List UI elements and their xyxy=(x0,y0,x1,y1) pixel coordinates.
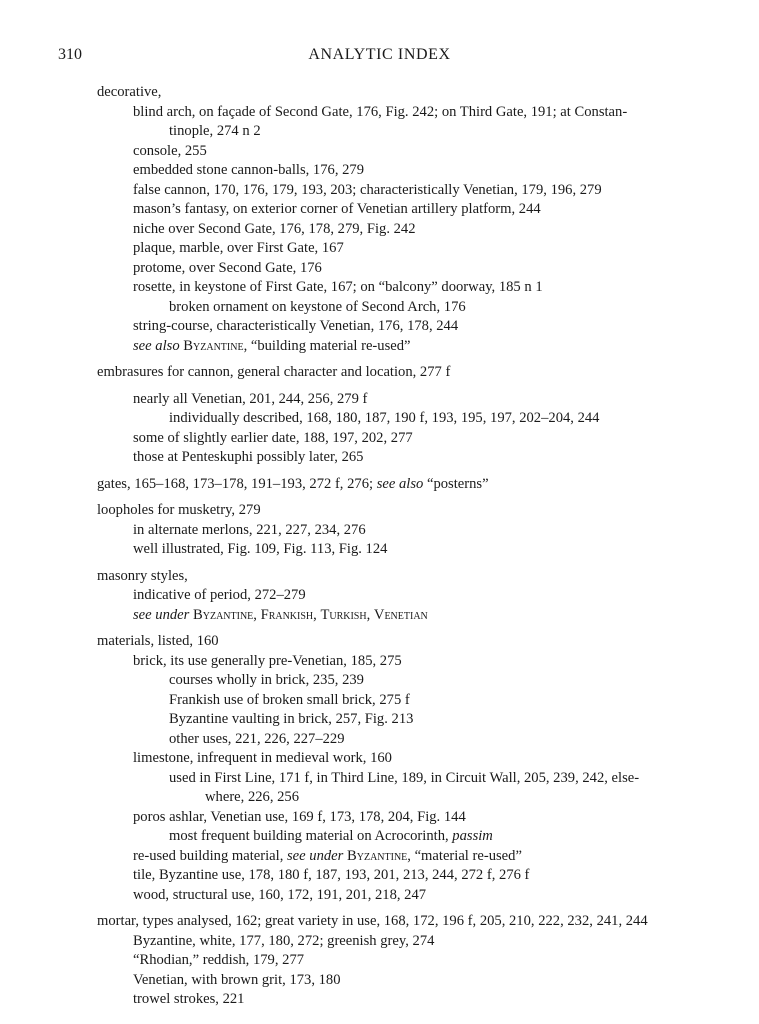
entry-text: tile, Byzantine use, 178, 180 f, 187, 193, 201, 213, 244, 272 f, 276 f xyxy=(133,867,530,883)
index-subentry xyxy=(97,652,702,672)
index-subsubentry xyxy=(97,827,702,847)
index-subentry xyxy=(97,142,702,162)
index-subentry xyxy=(97,448,702,468)
entry-text: , xyxy=(366,606,374,623)
entry-text: “posterns” xyxy=(423,475,489,492)
index-subentry xyxy=(97,278,702,298)
entry-text: where, 226, 256 xyxy=(205,789,300,805)
entry-text: Frankish use of broken small brick, 275 f xyxy=(169,691,410,708)
entry-text: decorative, xyxy=(97,84,162,100)
index-subsubentry xyxy=(97,730,702,750)
index-entry xyxy=(97,475,702,495)
index-entry xyxy=(97,567,702,587)
entry-text: re-used building material, xyxy=(133,847,287,864)
index-subentry xyxy=(97,259,702,279)
small-caps-term: Turkish xyxy=(320,606,367,623)
page-number: 310 xyxy=(58,46,82,63)
index-subsubentry xyxy=(97,671,702,691)
entry-text: , “building material re-used” xyxy=(243,337,411,354)
entry-text: wood, structural use, 160, 172, 191, 201, 218, 247 xyxy=(133,886,427,903)
entry-text: gates, 165–168, 173–178, 191–193, 272 f, 276; xyxy=(97,475,377,492)
index-entry xyxy=(97,632,702,652)
index-subentry xyxy=(97,337,702,357)
analytic-index-body xyxy=(97,83,702,1010)
entry-text: individually described, 168, 180, 187, 190 f, 193, 195, 197, 202–204, 244 xyxy=(169,410,600,426)
index-subsubentry xyxy=(97,298,702,318)
cross-reference-label: see also xyxy=(376,475,424,492)
small-caps-term: Byzantine xyxy=(183,337,244,354)
index-subentry xyxy=(97,866,702,886)
entry-text: in alternate merlons, 221, 227, 234, 276 xyxy=(133,521,366,538)
entry-text: blind arch, on façade of Second Gate, 176, Fig. 242; on Third Gate, 191; at Constan- xyxy=(133,103,628,120)
entry-text: , xyxy=(253,606,261,623)
index-subentry xyxy=(97,847,702,867)
entry-text: brick, its use generally pre-Venetian, 185, 275 xyxy=(133,652,402,669)
entry-text: broken ornament on keystone of Second Arch, 176 xyxy=(169,298,466,315)
entry-text: indicative of period, 272–279 xyxy=(133,587,306,603)
entry-text: Byzantine vaulting in brick, 257, Fig. 213 xyxy=(169,711,414,727)
index-subentry xyxy=(97,749,702,769)
index-subsubentry xyxy=(97,122,702,142)
entry-text: embrasures for cannon, general character and location, 277 f xyxy=(97,364,451,380)
index-subsubentry xyxy=(97,710,702,730)
index-entry xyxy=(97,363,702,383)
cross-reference-label: see under xyxy=(133,606,190,623)
entry-text: embedded stone cannon-balls, 176, 279 xyxy=(133,162,365,178)
entry-text: trowel strokes, 221 xyxy=(133,991,245,1007)
index-subsubentry xyxy=(97,769,702,789)
entry-text: console, 255 xyxy=(133,142,207,159)
small-caps-term: Byzantine xyxy=(347,847,408,864)
entry-text: other uses, 221, 226, 227–229 xyxy=(169,730,345,747)
entry-text: mortar, types analysed, 162; great variety in use, 168, 172, 196 f, 205, 210, 222, 232, 241, 244 xyxy=(97,913,648,929)
index-subentry xyxy=(97,161,702,181)
index-subentry xyxy=(97,808,702,828)
entry-text: plaque, marble, over First Gate, 167 xyxy=(133,240,344,256)
index-entry xyxy=(97,83,702,103)
cross-reference-label: passim xyxy=(452,828,493,844)
index-subsubentry xyxy=(97,788,702,808)
entry-text: mason’s fantasy, on exterior corner of Venetian artillery platform, 244 xyxy=(133,201,541,217)
index-subentry xyxy=(97,521,702,541)
cross-reference-label: see also xyxy=(133,337,180,354)
entry-text: limestone, infrequent in medieval work, 160 xyxy=(133,750,392,766)
entry-text: masonry styles, xyxy=(97,567,188,584)
entry-text: tinople, 274 n 2 xyxy=(169,123,261,139)
entry-text: courses wholly in brick, 235, 239 xyxy=(169,672,364,688)
index-subentry xyxy=(97,200,702,220)
entry-text: most frequent building material on Acrocorinth, xyxy=(169,828,453,844)
running-title: ANALYTIC INDEX xyxy=(308,46,451,63)
small-caps-term: Byzantine xyxy=(193,606,254,623)
entry-text: nearly all Venetian, 201, 244, 256, 279 f xyxy=(133,390,368,407)
entry-text: materials, listed, 160 xyxy=(97,633,219,649)
index-subentry xyxy=(97,932,702,952)
entry-text: protome, over Second Gate, 176 xyxy=(133,259,322,276)
index-subentry xyxy=(97,181,702,201)
entry-text: niche over Second Gate, 176, 178, 279, Fig. 242 xyxy=(133,220,416,237)
entry-text: some of slightly earlier date, 188, 197, 202, 277 xyxy=(133,429,413,446)
index-subentry xyxy=(97,220,702,240)
entry-text: used in First Line, 171 f, in Third Line, 189, in Circuit Wall, 205, 239, 242, else- xyxy=(169,769,640,786)
index-subentry xyxy=(97,990,702,1010)
page-header xyxy=(58,46,701,70)
small-caps-term: Frankish xyxy=(260,606,314,623)
index-subentry xyxy=(97,429,702,449)
index-subsubentry xyxy=(97,409,702,429)
entry-text: those at Penteskuphi possibly later, 265 xyxy=(133,449,364,465)
entry-text: , xyxy=(313,606,321,623)
entry-text: loopholes for musketry, 279 xyxy=(97,502,261,518)
index-subentry xyxy=(97,317,702,337)
index-subentry xyxy=(97,103,702,123)
index-subentry xyxy=(97,606,702,626)
index-entry xyxy=(97,501,702,521)
entry-text: “Rhodian,” reddish, 179, 277 xyxy=(133,952,305,968)
entry-text: string-course, characteristically Venetian, 176, 178, 244 xyxy=(133,318,459,334)
index-subentry xyxy=(97,239,702,259)
entry-text: , “material re-used” xyxy=(407,847,522,864)
index-subentry xyxy=(97,971,702,991)
entry-text: rosette, in keystone of First Gate, 167; on “balcony” doorway, 185 n 1 xyxy=(133,279,543,295)
index-subentry xyxy=(97,586,702,606)
entry-text: poros ashlar, Venetian use, 169 f, 173, 178, 204, Fig. 144 xyxy=(133,808,466,825)
index-subentry xyxy=(97,390,702,410)
index-subentry xyxy=(97,886,702,906)
index-subentry xyxy=(97,540,702,560)
entry-text: well illustrated, Fig. 109, Fig. 113, Fig. 124 xyxy=(133,541,388,557)
entry-text: Venetian, with brown grit, 173, 180 xyxy=(133,971,341,988)
index-subentry xyxy=(97,951,702,971)
index-subsubentry xyxy=(97,691,702,711)
entry-text: Byzantine, white, 177, 180, 272; greenish grey, 274 xyxy=(133,932,435,949)
entry-text: false cannon, 170, 176, 179, 193, 203; characteristically Venetian, 179, 196, 279 xyxy=(133,181,602,198)
index-entry xyxy=(97,912,702,932)
small-caps-term: Venetian xyxy=(373,606,428,623)
cross-reference-label: see under xyxy=(287,847,344,864)
